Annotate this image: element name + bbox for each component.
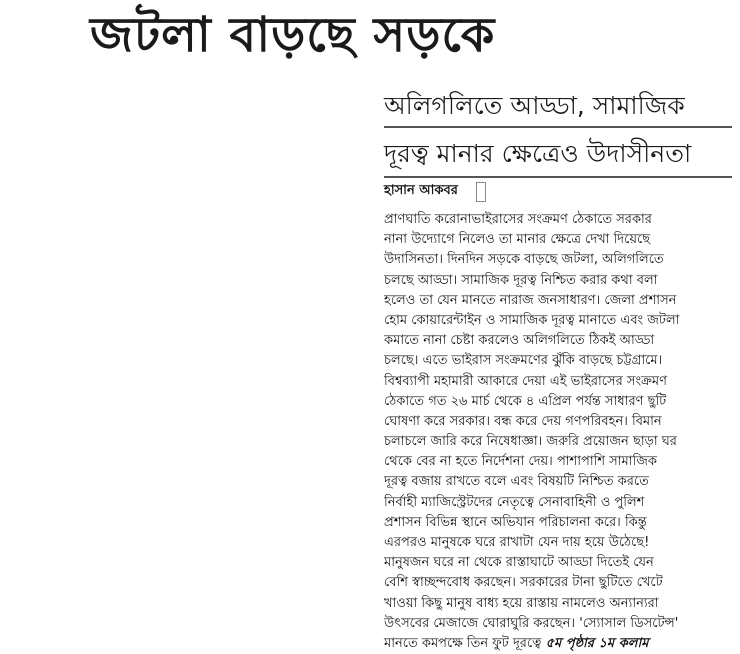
- body-line: চলাচলে জারি করে নিষেধাজ্ঞা। জরুরি প্রয়োজন ছাড়া ঘর: [384, 434, 677, 450]
- body-line: চলছে। এতে ভাইরাস সংক্রমণের ঝুঁকি বাড়ছে চট্টগ্রামে।: [384, 353, 663, 369]
- body-line: উৎসবের মেজাজে ঘোরাঘুরি করছেন। 'স্যোসাল ডিসটেন্স': [384, 615, 679, 631]
- body-line: নানা উদ্যোগে নিলেও তা মানার ক্ষেত্রে দেখা দিয়েছে: [384, 232, 651, 248]
- body-line: থেকে বের না হতে নির্দেশনা দেয়। পাশাপাশি সামাজিক: [384, 454, 657, 470]
- byline-divider: [384, 176, 732, 178]
- body-line: বেশি স্বাচ্ছন্দবোধ করছেন। সরকারের টানা ছুটিতে খেটে: [384, 575, 663, 591]
- body-line: মানুষজন ঘরে না থেকে রাস্তাঘাটে আড্ডা দিতেই যেন: [384, 555, 654, 571]
- article-body: [384, 210, 736, 651]
- subheadline-line-2: দূরত্ব মানার ক্ষেত্রেও উদাসীনতা: [384, 139, 692, 168]
- body-line: ঠেকাতে গত ২৬ মার্চ থেকে ৪ এপ্রিল পর্যন্ত সাধারণ ছুটি: [384, 393, 667, 409]
- body-line: বিশ্বব্যাপী মহামারী আকারে দেয়া এই ভাইরাসের সংক্রমণ: [384, 373, 667, 389]
- body-line: এরপরও মানুষকে ঘরে রাখাটা যেন দায় হয়ে উঠেছে!: [384, 535, 650, 550]
- body-line: দূরত্ব বজায় রাখতে বলে এবং বিষয়টি নিশ্চিত করতে: [384, 474, 649, 490]
- body-line: প্রাণঘাতি করোনাভাইরাসের সংক্রমণ ঠেকাতে সরকার: [384, 212, 652, 227]
- body-line: কমাতে নানা চেষ্টা করলেও অলিগলিতে ঠিকই আড্ডা: [384, 333, 655, 349]
- body-line: নির্বাহী ম্যাজিস্ট্রেটদের নেতৃত্বে সেনাবাহিনী ও পুলিশ: [384, 494, 645, 510]
- byline-marker: [476, 182, 486, 202]
- body-line: ঘোষণা করে সরকার। বন্ধ করে দেয় গণপরিবহন। বিমান: [384, 413, 662, 429]
- continued-reference: ৫ম পৃষ্ঠার ১ম কলাম: [545, 635, 649, 651]
- body-line: হলেও তা যেন মানতে নারাজ জনসাধারণ। জেলা প্রশাসন: [384, 292, 677, 308]
- body-line-last: [384, 634, 736, 654]
- headline: জটলা বাড়ছে সড়কে: [90, 7, 496, 63]
- subheadline-line-1: অলিগলিতে আড্ডা, সামাজিক: [384, 91, 685, 120]
- body-line: খাওয়া কিছু মানুষ বাধ্য হয়ে রাস্তায় নামলেও অন্যান্যরা: [384, 595, 659, 611]
- byline: হাসান আকবর: [384, 183, 458, 198]
- last-line-text: মানতে কমপক্ষে তিন ফুট দূরত্বে: [384, 635, 542, 651]
- subheadline-divider: [384, 126, 732, 128]
- body-line: হোম কোয়ারেন্টাইন ও সামাজিক দূরত্ব মানাতে এবং জটলা: [384, 312, 680, 328]
- body-line: প্রশাসন বিভিন্ন স্থানে অভিযান পরিচালনা করে। কিন্তু: [384, 514, 647, 530]
- body-line: উদাসিনতা। দিনদিন সড়কে বাড়ছে জটলা, অলিগলিতে: [384, 252, 664, 268]
- body-line: চলছে আড্ডা। সামাজিক দূরত্ব নিশ্চিত করার কথা বলা: [384, 272, 658, 288]
